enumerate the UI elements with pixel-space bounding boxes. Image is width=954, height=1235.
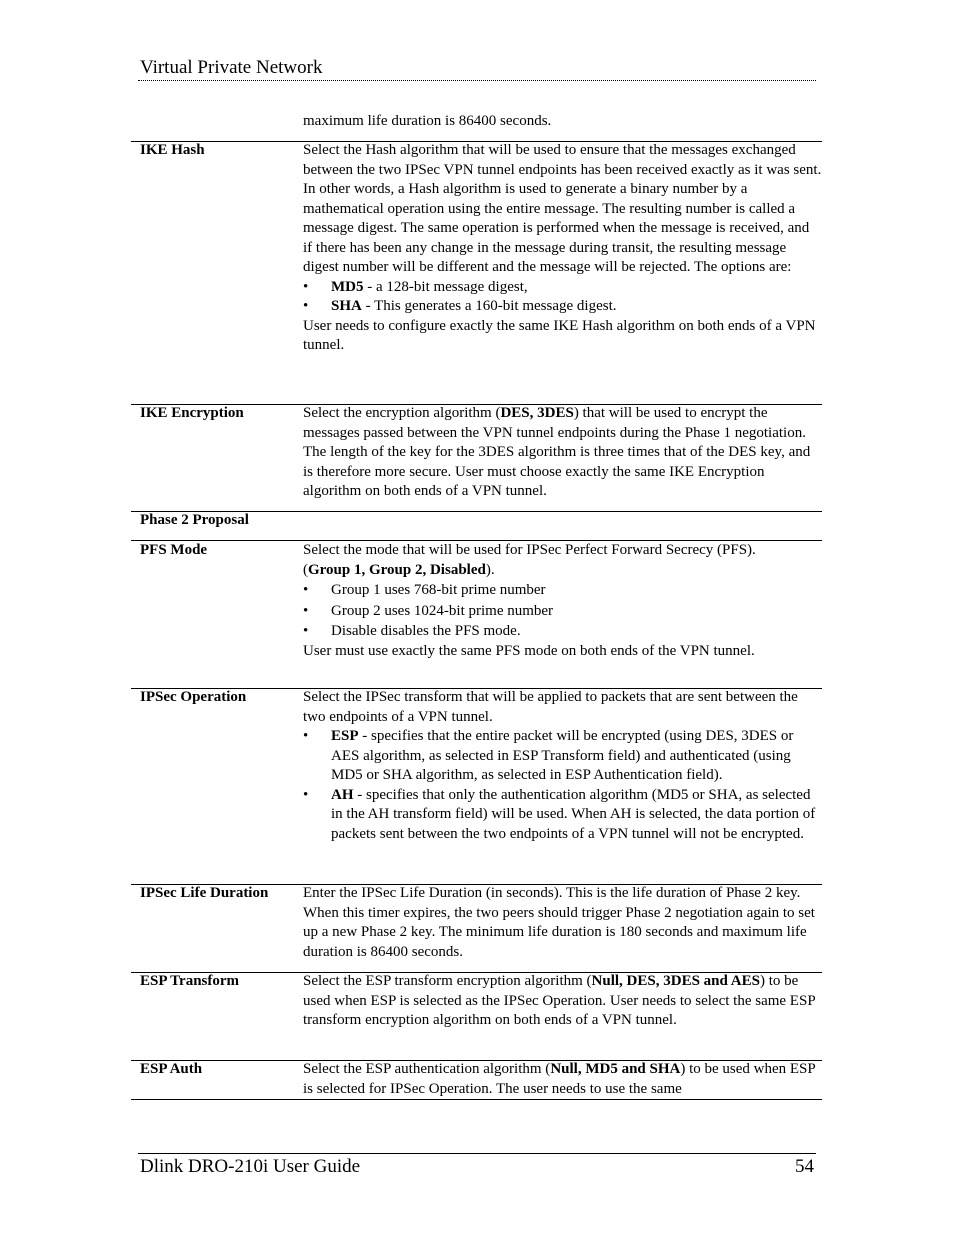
bold-segment: Group 1, Group 2, Disabled	[308, 561, 486, 578]
continuation-text: maximum life duration is 86400 seconds.	[303, 113, 552, 129]
option-text: - a 128-bit message digest,	[363, 278, 528, 295]
pfs-options	[303, 561, 822, 581]
esp-transform-description	[303, 972, 822, 1031]
page-number: 54	[795, 1156, 814, 1177]
running-header: Virtual Private Network	[140, 57, 323, 78]
ipsec-op-intro: Select the IPSec transform that will be applied to packets that are sent between the two endpoints of a VPN tunnel.	[303, 689, 798, 725]
esp-auth-label: ESP Auth	[140, 1061, 203, 1077]
footer-rule	[138, 1153, 816, 1154]
row-divider	[131, 1099, 822, 1100]
ike-encryption-description	[303, 404, 822, 502]
option-term: MD5	[331, 278, 364, 295]
option-text: Disable disables the PFS mode.	[331, 623, 521, 639]
option-text: Group 2 uses 1024-bit prime number	[331, 602, 554, 619]
option-text: - This generates a 160-bit message digest.	[361, 298, 617, 314]
pfs-option-group1	[303, 581, 822, 601]
bold-segment: Null, MD5 and SHA	[550, 1061, 681, 1077]
ike-hash-intro: Select the Hash algorithm that will be used to ensure that the messages exchanged between the two IPSec VPN tunnel endpoints has been received exactly as it was sent. In other words, a Hash algorithm is used to generate a binary number by a mathematical operation using the entire message. The resulting number is called a message digest. The same operation is performed when the message is received, and if there has been any change in the message during transit, the resulting message digest number will be different and the message will be rejected. The options are:	[303, 142, 822, 275]
ipsec-life-duration-label: IPSec Life Duration	[140, 885, 269, 901]
pfs-outro: User must use exactly the same PFS mode on both ends of the VPN tunnel.	[303, 642, 755, 659]
option-text: Group 1 uses 768-bit prime number	[331, 582, 546, 598]
option-text: - specifies that only the authentication algorithm (MD5 or SHA, as selected in the AH transform field) will be used. When AH is selected, the data portion of packets sent between the two endpoints of a VPN tunnel will not be encrypted.	[331, 786, 816, 842]
text-segment: Select the ESP authentication algorithm (	[303, 1061, 551, 1077]
pfs-mode-description	[303, 541, 822, 661]
text-segment: ) to be used when ESP is selected for IPSec Operation. The user needs to use the same	[303, 1061, 816, 1097]
ike-hash-option-sha	[303, 297, 822, 317]
text-segment: ).	[485, 561, 495, 578]
text-segment: Select the encryption algorithm (	[303, 405, 501, 421]
bullet: •	[303, 278, 309, 295]
ike-encryption-label: IKE Encryption	[140, 405, 244, 421]
option-text: - specifies that the entire packet will be encrypted (using DES, 3DES or AES algorithm, as selected in ESP Transform field) and authenticated (using MD5 or SHA algorithm, as selected in ESP Authentication field).	[331, 728, 794, 783]
esp-transform-label: ESP Transform	[140, 973, 240, 989]
header-rule	[138, 80, 816, 81]
phase2-proposal-label: Phase 2 Proposal	[140, 512, 249, 528]
text-segment: Select the ESP transform encryption algorithm (	[303, 973, 592, 989]
bullet: •	[303, 728, 309, 744]
bold-segment: Null, DES, 3DES and AES	[591, 973, 760, 989]
ipsec-operation-description	[303, 688, 822, 844]
text-segment: (	[303, 561, 308, 578]
ipsec-op-option-ah	[303, 786, 822, 845]
bullet: •	[303, 602, 309, 619]
text-segment: ) to be used when ESP is selected as the IPSec Operation. User needs to select the same ESP transform encryption algorithm on both ends of a VPN tunnel.	[303, 973, 816, 1028]
ipsec-operation-label: IPSec Operation	[140, 689, 247, 705]
ipsec-life-duration-description: Enter the IPSec Life Duration (in seconds). This is the life duration of Phase 2 key. When this timer expires, the two peers should trigger Phase 2 negotiation again to set up a new Phase 2 key. The minimum life duration is 180 seconds and maximum life duration is 86400 seconds.	[303, 885, 815, 960]
ike-hash-description	[303, 141, 822, 356]
ike-hash-option-md5	[303, 278, 822, 298]
option-term: SHA	[331, 298, 362, 314]
pfs-option-group2	[303, 602, 822, 622]
bullet: •	[303, 623, 309, 639]
text-segment: ) that will be used to encrypt the messages passed between the VPN tunnel endpoints during the Phase 1 negotiation. The length of the key for the 3DES algorithm is three times that of the DES key, and is therefore more secure. User must choose exactly the same IKE Encryption algorithm on both ends of a VPN tunnel.	[303, 405, 811, 499]
option-term: AH	[331, 786, 354, 803]
footer-title: Dlink DRO-210i User Guide	[140, 1156, 361, 1177]
ike-hash-outro: User needs to configure exactly the same IKE Hash algorithm on both ends of a VPN tunnel.	[303, 317, 816, 353]
pfs-mode-label: PFS Mode	[140, 542, 208, 558]
bullet: •	[303, 582, 309, 598]
option-term: ESP	[331, 728, 359, 744]
ipsec-op-option-esp	[303, 727, 822, 786]
esp-auth-description	[303, 1060, 822, 1099]
bold-segment: DES, 3DES	[500, 405, 574, 421]
bullet: •	[303, 298, 309, 314]
ike-hash-label: IKE Hash	[140, 142, 205, 158]
pfs-intro: Select the mode that will be used for IPSec Perfect Forward Secrecy (PFS).	[303, 542, 756, 558]
pfs-option-disable	[303, 622, 822, 642]
bullet: •	[303, 786, 309, 803]
